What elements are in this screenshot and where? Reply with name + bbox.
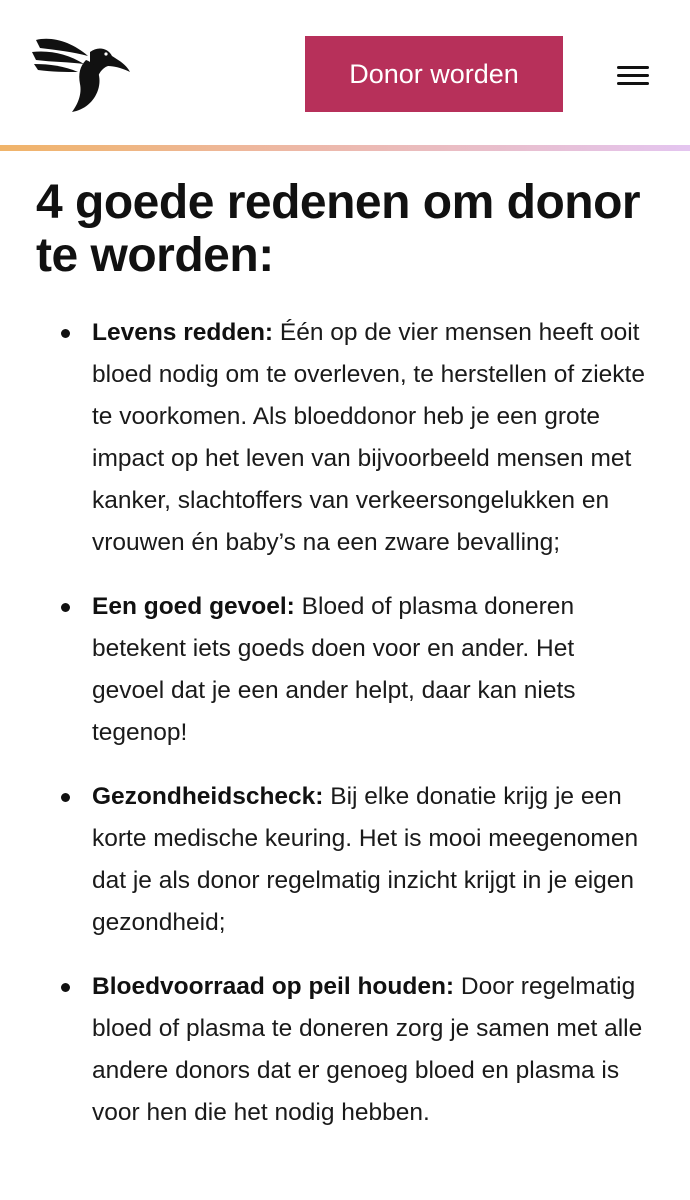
reason-text: Één op de vier mensen heeft ooit bloed nodig om te overleven, te herstellen of ziekte te voorkomen. Als bloeddonor heb je een grote impact op het leven van bijvoorbeeld mensen met kanker, slachtoffers van verkeersongelukken en vrouwen én baby’s na een zware bevalling; — [92, 319, 645, 556]
hamburger-menu-icon[interactable] — [614, 62, 652, 88]
site-header — [0, 0, 690, 145]
menu-bar-middle — [617, 74, 649, 77]
reasons-list — [92, 312, 652, 1156]
list-item — [92, 966, 652, 1134]
reason-term: Bloedvoorraad op peil houden: — [92, 973, 461, 1000]
reason-text: Bloed of plasma doneren betekent iets goeds doen voor en ander. Het gevoel dat je een ander helpt, daar kan niets tegenop! — [92, 593, 576, 746]
reason-text: Door regelmatig bloed of plasma te doneren zorg je samen met alle andere donors dat er genoeg bloed en plasma is voor hen die het nodig hebben. — [92, 973, 643, 1126]
list-item — [92, 586, 652, 754]
reason-term: Een goed gevoel: — [92, 593, 302, 620]
page-title: 4 goede redenen om donor te worden: — [36, 176, 641, 282]
gradient-divider — [0, 145, 690, 151]
menu-bar-bottom — [617, 82, 649, 85]
donor-worden-button[interactable]: Donor worden — [305, 36, 563, 112]
menu-bar-top — [617, 66, 649, 69]
reason-text: Bij elke donatie krijg je een korte medische keuring. Het is mooi meegenomen dat je als donor regelmatig inzicht krijgt in je eigen gezondheid; — [92, 783, 639, 936]
list-item — [92, 312, 652, 564]
reason-term: Levens redden: — [92, 319, 280, 346]
reason-term: Gezondheidscheck: — [92, 783, 331, 810]
list-item — [92, 776, 652, 944]
pelican-logo-icon[interactable] — [32, 34, 132, 114]
